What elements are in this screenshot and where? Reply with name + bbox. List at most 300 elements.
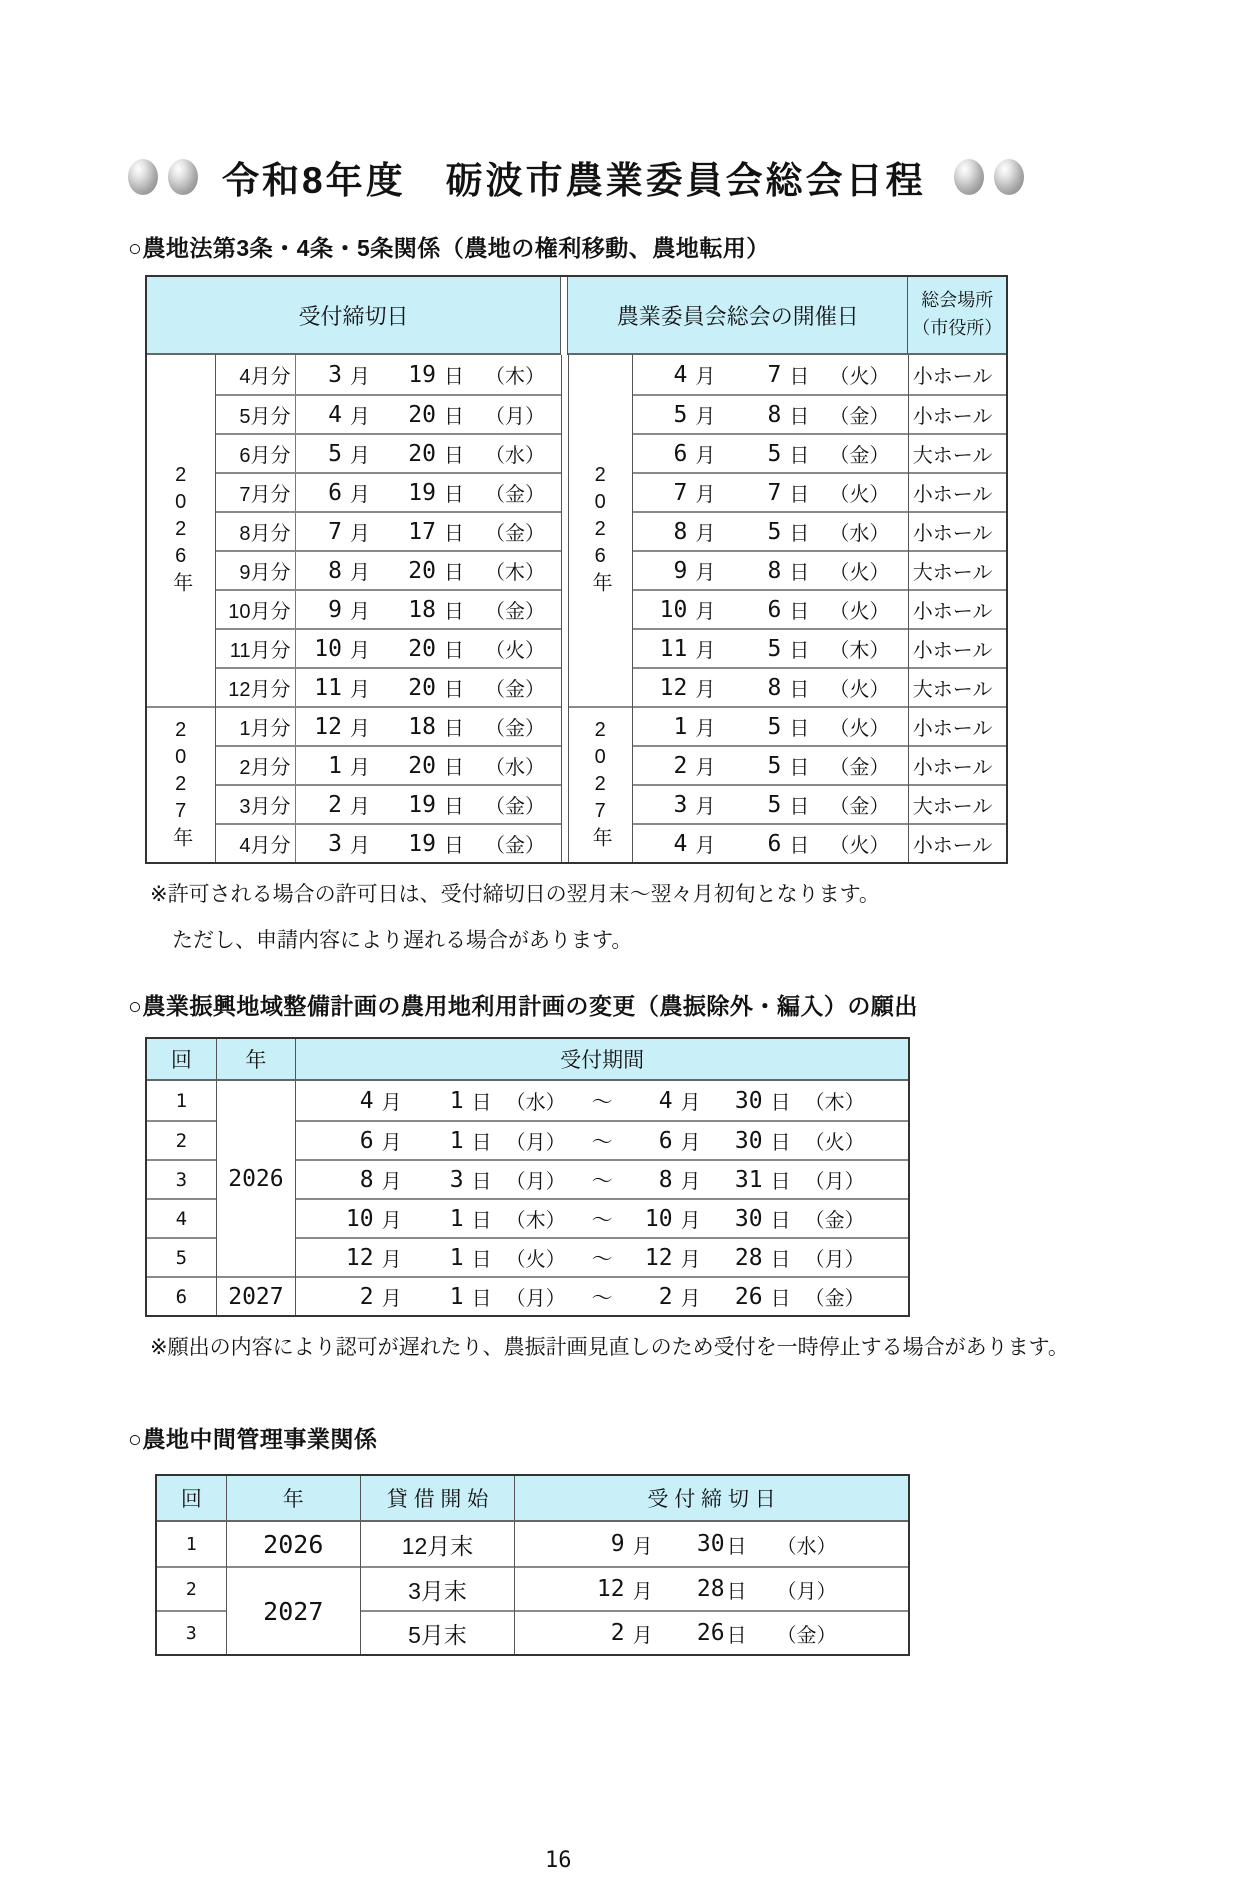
period-cell: [296, 1237, 908, 1276]
table-row: [216, 511, 561, 550]
start-day-number: 1: [449, 1283, 464, 1310]
lease-start-cell: 12月末: [401, 1532, 474, 1559]
month-cell: 2月分: [216, 747, 296, 784]
month-unit: 月: [349, 406, 370, 428]
venue-header-line2: （市役所）: [912, 318, 1003, 338]
column-gap: [560, 277, 568, 355]
year-cell: 2026: [228, 1165, 284, 1192]
meeting-month-number: 4: [673, 361, 688, 388]
month-cell: 9月分: [216, 552, 296, 589]
table-row: [216, 589, 561, 628]
meeting-day-number: 6: [767, 596, 782, 623]
start-weekday: （木）: [505, 1210, 566, 1232]
month-unit: 月: [349, 366, 370, 388]
meeting-month-number: 4: [673, 830, 688, 857]
tilde-separator: ～: [591, 1090, 613, 1114]
section1-heading: ○農地法第3条・4条・5条関係（農地の権利移動、農地転用）: [128, 235, 770, 261]
deadline-weekday: （火）: [484, 640, 545, 662]
day-unit: 日: [770, 1171, 791, 1193]
hall-cell: 大ホール: [909, 550, 1006, 589]
deadline-day-number: 20: [408, 401, 436, 428]
round-cell: 3: [147, 1159, 216, 1198]
meeting-date-cell: [633, 667, 908, 706]
year-cell: [569, 355, 632, 706]
end-weekday: （金）: [804, 1210, 865, 1232]
farmland-law-table-header: [147, 277, 1006, 355]
venue-column-header: [908, 277, 1006, 355]
year-label: 2026年: [589, 464, 612, 597]
start-weekday: （火）: [505, 1249, 566, 1271]
month-unit: 月: [680, 1132, 701, 1154]
month-unit: 月: [349, 757, 370, 779]
meeting-month-number: 2: [673, 752, 688, 779]
meeting-column-header: 農業委員会総会の開催日: [568, 277, 908, 355]
month-cell: 10月分: [216, 591, 296, 628]
end-day-number: 30: [734, 1205, 763, 1232]
deadline-month-number: 5: [328, 440, 342, 467]
deadline-weekday: （木）: [484, 366, 545, 388]
end-month-number: 6: [658, 1127, 673, 1154]
day-unit: 日: [770, 1210, 791, 1232]
year-column: [227, 1522, 361, 1654]
round-column: [147, 1081, 217, 1315]
deadline-day-number: 20: [408, 635, 436, 662]
table-row: [216, 433, 561, 472]
month-unit: 月: [349, 523, 370, 545]
start-day-number: 1: [449, 1205, 464, 1232]
meeting-date-cell: [633, 394, 908, 433]
deadline-month-number: 9: [610, 1531, 625, 1557]
start-day-number: 1: [449, 1087, 464, 1114]
deadline-weekday: （月）: [484, 406, 545, 428]
deadline-month-number: 12: [314, 713, 342, 740]
period-cell: [296, 1198, 908, 1237]
deadline-weekday: （金）: [484, 718, 545, 740]
month-unit: 月: [349, 445, 370, 467]
deadline-month-number: 3: [328, 361, 342, 388]
month-unit: 月: [695, 835, 716, 857]
day-unit: 日: [443, 718, 464, 740]
deadline-column: [515, 1522, 908, 1654]
start-month-number: 8: [359, 1166, 374, 1193]
meeting-date-cell: [633, 706, 908, 745]
tilde-separator: ～: [591, 1130, 613, 1154]
start-day-number: 1: [449, 1127, 464, 1154]
day-unit: 日: [443, 835, 464, 857]
deadline-month-number: 6: [328, 479, 342, 506]
deadline-date-cell: [296, 474, 561, 511]
deadline-month-number: 8: [328, 557, 342, 584]
deadline-month-number: 10: [314, 635, 342, 662]
table-row: [216, 628, 561, 667]
round-cell: 2: [147, 1120, 216, 1159]
meeting-day-number: 5: [767, 791, 782, 818]
deadline-date-cell: [296, 630, 561, 667]
month-unit: 月: [349, 601, 370, 623]
section3-heading: ○農地中間管理事業関係: [128, 1426, 378, 1452]
meeting-date-cell: [633, 784, 908, 823]
hall-cell: 小ホール: [909, 706, 1006, 745]
hall-cell: 小ホール: [909, 823, 1006, 862]
deadline-month-number: 1: [328, 752, 342, 779]
day-unit: 日: [789, 796, 810, 818]
month-unit: 月: [349, 484, 370, 506]
day-unit: 日: [789, 484, 810, 506]
end-day-number: 30: [734, 1087, 763, 1114]
day-unit: 日: [471, 1210, 492, 1232]
day-unit: 日: [443, 640, 464, 662]
round-cell: 3: [157, 1610, 226, 1654]
day-unit: 日: [789, 562, 810, 584]
meeting-weekday: （火）: [829, 562, 890, 584]
meeting-day-number: 8: [767, 674, 782, 701]
meeting-date-cell: [633, 433, 908, 472]
sphere-icon: [994, 159, 1024, 195]
mid-management-table-body: [157, 1522, 908, 1654]
month-unit: 月: [381, 1171, 402, 1193]
year-column-header: 年: [217, 1039, 297, 1081]
tilde-separator: ～: [591, 1247, 613, 1271]
round-cell: 1: [175, 1089, 188, 1112]
year-cell: 2027: [217, 1276, 296, 1315]
month-cell: 8月分: [216, 513, 296, 550]
end-weekday: （火）: [804, 1132, 865, 1154]
ag-promotion-table-header: [147, 1039, 908, 1081]
tilde-separator: ～: [591, 1169, 613, 1193]
start-month-number: 4: [359, 1087, 374, 1114]
start-weekday: （月）: [505, 1288, 566, 1310]
month-unit: 月: [680, 1092, 701, 1114]
month-unit: 月: [695, 679, 716, 701]
end-day-number: 30: [734, 1127, 763, 1154]
deadline-month-number: 7: [328, 518, 342, 545]
month-unit: 月: [349, 835, 370, 857]
meeting-weekday: （金）: [829, 406, 890, 428]
start-month-number: 6: [359, 1127, 374, 1154]
meeting-date-cell: [633, 355, 908, 394]
month-unit: 月: [349, 640, 370, 662]
start-month-number: 2: [359, 1283, 374, 1310]
deadline-cell: [515, 1566, 908, 1610]
end-day-number: 26: [734, 1283, 763, 1310]
month-unit: 月: [381, 1249, 402, 1271]
deadline-date-cell: [296, 786, 561, 823]
month-cell: 1月分: [216, 708, 296, 745]
month-unit: 月: [680, 1171, 701, 1193]
hall-cell: 小ホール: [909, 394, 1006, 433]
deadline-date-cell: [296, 708, 561, 745]
day-unit: 日: [789, 601, 810, 623]
meeting-weekday: （火）: [829, 679, 890, 701]
month-cell: 12月分: [216, 669, 296, 706]
day-unit: 日: [789, 679, 810, 701]
month-unit: 月: [381, 1210, 402, 1232]
meeting-date-cell: [633, 628, 908, 667]
month-unit: 月: [381, 1288, 402, 1310]
meeting-day-number: 8: [767, 401, 782, 428]
end-day-number: 28: [734, 1244, 763, 1271]
deadline-date-cell: [296, 355, 561, 394]
end-weekday: （月）: [804, 1249, 865, 1271]
period-cell: [296, 1276, 908, 1315]
permission-note-1: ※許可される場合の許可日は、受付締切日の翌月末～翌々月初旬となります。: [150, 883, 880, 906]
meeting-month-number: 8: [673, 518, 688, 545]
deadline-month-number: 11: [314, 674, 342, 701]
tilde-separator: ～: [591, 1208, 613, 1232]
end-month-number: 4: [658, 1087, 673, 1114]
hall-cell: 小ホール: [909, 589, 1006, 628]
table-row: [216, 823, 561, 862]
month-unit: 月: [632, 1624, 653, 1647]
year-cell: [569, 706, 632, 862]
day-unit: 日: [443, 601, 464, 623]
deadline-weekday: （金）: [484, 601, 545, 623]
start-month-number: 12: [345, 1244, 374, 1271]
deadline-day-number: 19: [408, 479, 436, 506]
meeting-month-number: 3: [673, 791, 688, 818]
start-day-number: 1: [449, 1244, 464, 1271]
day-unit: 日: [471, 1249, 492, 1271]
meeting-day-number: 8: [767, 557, 782, 584]
end-month-number: 2: [658, 1283, 673, 1310]
table-row: [216, 667, 561, 706]
period-column-header: 受付期間: [296, 1039, 908, 1081]
deadline-date-cell: [296, 396, 561, 433]
month-unit: 月: [695, 523, 716, 545]
day-unit: 日: [789, 406, 810, 428]
tilde-separator: ～: [591, 1286, 613, 1310]
day-unit: 日: [443, 796, 464, 818]
lease-start-column-header: 貸 借 開 始: [361, 1476, 515, 1522]
page-number: 16: [545, 1848, 572, 1873]
deadline-weekday: （金）: [484, 679, 545, 701]
meeting-month-number: 10: [659, 596, 688, 623]
day-unit: 日: [443, 406, 464, 428]
meeting-date-cell: [633, 823, 908, 862]
month-unit: 月: [695, 757, 716, 779]
meeting-date-cell: [633, 472, 908, 511]
start-weekday: （月）: [505, 1171, 566, 1193]
month-cell: 4月分: [216, 355, 296, 394]
deadline-day-number: 19: [408, 830, 436, 857]
meeting-month-number: 5: [673, 401, 688, 428]
period-cell: [296, 1120, 908, 1159]
table-row: [216, 745, 561, 784]
deadline-weekday: （水）: [776, 1535, 837, 1558]
deadline-day-number: 30: [696, 1531, 725, 1557]
month-cell: 6月分: [216, 435, 296, 472]
deadline-day-number: 20: [408, 557, 436, 584]
farmland-law-table: [145, 275, 1008, 864]
meeting-day-number: 5: [767, 518, 782, 545]
permission-note-2: ただし、申請内容により遅れる場合があります。: [172, 929, 633, 952]
meeting-day-number: 7: [767, 479, 782, 506]
deadline-weekday: （金）: [484, 523, 545, 545]
table-row: [216, 394, 561, 433]
lease-start-column: [361, 1522, 515, 1654]
column-gap: [561, 355, 569, 862]
deadline-weekday: （金）: [484, 796, 545, 818]
year-cell: [147, 706, 215, 862]
sphere-icon: [168, 159, 198, 195]
meeting-month-number: 7: [673, 479, 688, 506]
day-unit: 日: [471, 1132, 492, 1154]
meeting-weekday: （火）: [829, 835, 890, 857]
month-unit: 月: [680, 1288, 701, 1310]
meeting-weekday: （木）: [829, 640, 890, 662]
venue-rows: [909, 355, 1006, 862]
year-column: [217, 1081, 297, 1315]
day-unit: 日: [443, 484, 464, 506]
month-unit: 月: [349, 796, 370, 818]
meeting-year-column: [569, 355, 633, 862]
meeting-day-number: 7: [767, 361, 782, 388]
month-cell: 5月分: [216, 396, 296, 433]
meeting-month-number: 9: [673, 557, 688, 584]
hall-cell: 小ホール: [912, 366, 993, 388]
meeting-day-number: 5: [767, 440, 782, 467]
month-unit: 月: [349, 562, 370, 584]
hall-cell: 大ホール: [909, 784, 1006, 823]
end-month-number: 10: [644, 1205, 673, 1232]
deadline-weekday: （金）: [776, 1624, 837, 1647]
round-cell: 6: [147, 1276, 216, 1315]
deadline-weekday: （金）: [484, 484, 545, 506]
day-unit: 日: [726, 1580, 747, 1603]
sphere-icon: [128, 159, 158, 195]
month-unit: 月: [695, 366, 716, 388]
table-row: [216, 784, 561, 823]
day-unit: 日: [443, 757, 464, 779]
start-day-number: 3: [449, 1166, 464, 1193]
month-cell: 4月分: [216, 825, 296, 862]
deadline-month-number: 12: [596, 1576, 625, 1602]
deadline-date-cell: [296, 825, 561, 862]
day-unit: 日: [443, 366, 464, 388]
month-unit: 月: [349, 718, 370, 740]
year-label: 2027年: [589, 718, 612, 852]
deadline-day-number: 20: [408, 440, 436, 467]
day-unit: 日: [770, 1288, 791, 1310]
end-weekday: （金）: [804, 1288, 865, 1310]
farmland-law-table-body: [147, 355, 1006, 862]
page-title: 令和8年度 砺波市農業委員会総会日程: [222, 160, 926, 201]
deadline-month-number: 4: [328, 401, 342, 428]
month-unit: 月: [381, 1092, 402, 1114]
meeting-weekday: （火）: [829, 366, 890, 388]
meeting-date-cell: [633, 511, 908, 550]
month-cell: 7月分: [216, 474, 296, 511]
table-row: [216, 706, 561, 745]
hall-cell: 小ホール: [909, 472, 1006, 511]
day-unit: 日: [471, 1092, 492, 1114]
deadline-date-cell: [296, 747, 561, 784]
year-cell: 2026: [263, 1529, 324, 1559]
day-unit: 日: [789, 757, 810, 779]
start-weekday: （月）: [505, 1132, 566, 1154]
round-cell: 5: [147, 1237, 216, 1276]
month-unit: 月: [632, 1535, 653, 1558]
month-unit: 月: [680, 1210, 701, 1232]
deadline-year-column: [147, 355, 216, 862]
meeting-date-cell: [633, 550, 908, 589]
deadline-day-number: 20: [408, 674, 436, 701]
end-weekday: （木）: [804, 1092, 865, 1114]
table-row: [216, 355, 561, 394]
month-unit: 月: [695, 406, 716, 428]
round-column: [157, 1522, 227, 1654]
deadline-column-header: 受 付 締 切 日: [515, 1476, 908, 1522]
day-unit: 日: [443, 523, 464, 545]
deadline-month-number: 9: [328, 596, 342, 623]
meeting-day-number: 5: [767, 713, 782, 740]
day-unit: 日: [443, 445, 464, 467]
month-unit: 月: [695, 796, 716, 818]
deadline-day-number: 18: [408, 713, 436, 740]
deadline-day-number: 18: [408, 596, 436, 623]
lease-start-cell: 3月末: [361, 1566, 514, 1610]
meeting-day-number: 6: [767, 830, 782, 857]
month-unit: 月: [381, 1132, 402, 1154]
round-cell: 1: [185, 1533, 197, 1555]
day-unit: 日: [443, 679, 464, 701]
meeting-day-number: 5: [767, 752, 782, 779]
day-unit: 日: [726, 1624, 747, 1647]
deadline-month-number: 3: [328, 830, 342, 857]
section2-heading: ○農業振興地域整備計画の農用地利用計画の変更（農振除外・編入）の願出: [128, 993, 918, 1019]
day-unit: 日: [471, 1288, 492, 1310]
venue-header-line1: 総会場所: [921, 290, 994, 311]
month-unit: 月: [695, 484, 716, 506]
ag-promotion-table: [145, 1037, 910, 1317]
period-column: [296, 1081, 908, 1315]
round-cell: 4: [147, 1198, 216, 1237]
deadline-date-cell: [296, 552, 561, 589]
hall-cell: 小ホール: [909, 628, 1006, 667]
month-unit: 月: [680, 1249, 701, 1271]
meeting-month-number: 12: [659, 674, 688, 701]
end-month-number: 12: [644, 1244, 673, 1271]
meeting-date-cell: [633, 589, 908, 628]
deadline-column-header: 受付締切日: [147, 277, 560, 355]
month-unit: 月: [695, 640, 716, 662]
meeting-weekday: （金）: [829, 445, 890, 467]
start-month-number: 10: [345, 1205, 374, 1232]
round-column-header: 回: [147, 1039, 217, 1081]
deadline-weekday: （木）: [484, 562, 545, 584]
meeting-month-number: 11: [659, 635, 688, 662]
hall-cell: 大ホール: [909, 667, 1006, 706]
day-unit: 日: [471, 1171, 492, 1193]
deadline-weekday: （月）: [776, 1580, 837, 1603]
page-title-row: [128, 150, 1241, 204]
meeting-weekday: （火）: [829, 718, 890, 740]
deadline-day-number: 26: [696, 1620, 725, 1646]
deadline-month-number: 2: [328, 791, 342, 818]
deadline-day-number: 17: [408, 518, 436, 545]
day-unit: 日: [789, 640, 810, 662]
month-unit: 月: [695, 601, 716, 623]
year-cell: [147, 355, 215, 706]
deadline-day-number: 19: [408, 791, 436, 818]
period-cell: [296, 1159, 908, 1198]
meeting-weekday: （火）: [829, 601, 890, 623]
deadline-weekday: （金）: [484, 835, 545, 857]
mid-management-table: [155, 1474, 910, 1656]
year-column-header: 年: [227, 1476, 361, 1522]
deadline-day-number: 28: [696, 1576, 725, 1602]
meeting-weekday: （火）: [829, 484, 890, 506]
